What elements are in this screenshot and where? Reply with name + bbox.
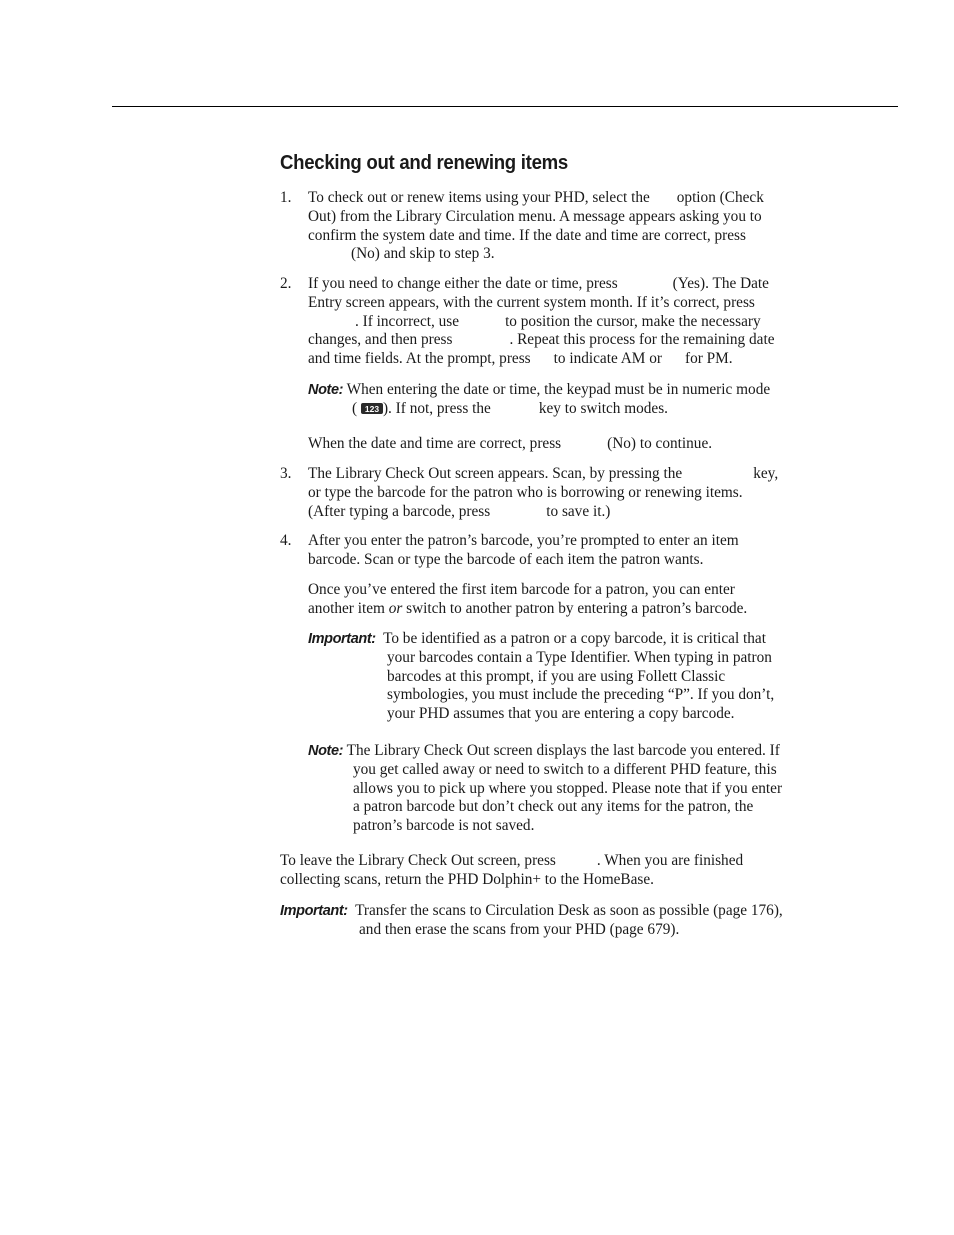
step-4-continue	[308, 581, 838, 619]
leave-line: To leave the Library Check Out screen, press	[280, 852, 556, 869]
step-4-line: After you enter the patron’s barcode, you’re prompted to enter an item	[308, 532, 739, 549]
step-2-continue	[308, 435, 838, 454]
important-1-line: barcodes at this prompt, if you are using Follett Classic	[387, 667, 726, 685]
step-1-text	[308, 189, 838, 264]
step-3-line: to save it.)	[546, 502, 611, 520]
step-1-line: Out) from the Library Circulation menu. A message appears asking you to	[308, 207, 762, 225]
important-label: Important:	[280, 903, 348, 919]
important-2-line: and then erase the scans from your PHD (page 679).	[359, 920, 680, 938]
step-3-number: 3.	[280, 465, 292, 482]
note-2-line: a patron barcode but don’t check out any items for the patron, the	[353, 798, 754, 816]
step-2-number: 2.	[280, 275, 292, 292]
step-1-line: option (Check	[676, 189, 764, 206]
note-2-line: patron’s barcode is not saved.	[353, 817, 535, 835]
note-2	[308, 742, 848, 836]
note-2-line: you get called away or need to switch to a different PHD feature, this	[353, 760, 777, 778]
step-3-line: key,	[753, 465, 779, 482]
important-label: Important:	[308, 631, 376, 647]
step-2-line: If you need to change either the date or time, press	[308, 275, 618, 292]
step-2-line: (Yes). The Date	[672, 275, 769, 292]
important-1-line: your PHD assumes that you are entering a copy barcode.	[387, 705, 735, 723]
emphasis-or: or	[388, 599, 403, 617]
step-2-line: and time fields. At the prompt, press	[308, 350, 531, 368]
section-heading: Checking out and renewing items	[280, 152, 568, 174]
step-4-continue-line: switch to another patron by entering a patron’s barcode.	[406, 599, 748, 617]
step-4-number: 4.	[280, 532, 292, 549]
step-4-continue-line: another item	[308, 599, 385, 617]
step-2-line: . If incorrect, use	[355, 312, 460, 330]
svg-text:123: 123	[364, 403, 380, 413]
step-2-line: to indicate AM or	[553, 350, 662, 368]
step-2-continue-text: When the date and time are correct, press	[308, 435, 562, 452]
step-2-continue-text: (No) to continue.	[607, 435, 713, 452]
important-1-line: your barcodes contain a Type Identifier. When typing in patron	[387, 648, 772, 666]
step-1-line: (No) and skip to step 3.	[351, 245, 495, 263]
important-1	[308, 630, 848, 724]
important-1-line: To be identified as a patron or a copy barcode, it is critical that	[383, 630, 766, 647]
step-2-line: Entry screen appears, with the current system month. If it’s correct, press	[308, 293, 755, 311]
step-2-line: . Repeat this process for the remaining date	[509, 331, 775, 349]
important-1-line: symbologies, you must include the preceding “P”. If you don’t,	[387, 686, 775, 704]
important-2-line: Transfer the scans to Circulation Desk as soon as possible (page 176),	[355, 902, 783, 919]
important-2	[280, 902, 850, 940]
step-1-line: To check out or renew items using your PHD, select the	[308, 189, 650, 206]
step-3-line: (After typing a barcode, press	[308, 502, 491, 520]
step-3-line: or type the barcode for the patron who is borrowing or renewing items.	[308, 483, 743, 501]
note-1-line: (	[352, 399, 358, 417]
note-2-line: allows you to pick up where you stopped. Please note that if you enter	[353, 779, 783, 797]
note-1	[308, 381, 848, 419]
step-2-line: changes, and then press	[308, 331, 453, 349]
step-2-line: to position the cursor, make the necessary	[505, 312, 761, 330]
leave-paragraph	[280, 852, 840, 890]
header-rule	[112, 106, 898, 107]
step-4-text	[308, 532, 838, 570]
note-1-line: ). If not, press the	[382, 399, 491, 417]
note-label: Note:	[308, 743, 344, 759]
step-3-text	[308, 465, 838, 521]
note-1-line: key to switch modes.	[538, 399, 669, 417]
step-3-line: The Library Check Out screen appears. Scan, by pressing the	[308, 465, 683, 482]
step-2-text	[308, 275, 838, 369]
numeric-mode-icon	[361, 403, 383, 414]
note-1-line: When entering the date or time, the keypad must be in numeric mode	[346, 381, 771, 398]
note-label: Note:	[308, 382, 344, 398]
step-2-line: for PM.	[684, 350, 733, 368]
step-4-continue-line: Once you’ve entered the first item barcode for a patron, you can enter	[308, 581, 735, 598]
leave-line: . When you are finished	[596, 852, 744, 869]
note-2-line: The Library Check Out screen displays the last barcode you entered. If	[346, 742, 780, 759]
step-1-line: confirm the system date and time. If the date and time are correct, press	[308, 226, 746, 244]
step-4-line: barcode. Scan or type the barcode of each item the patron wants.	[308, 550, 704, 568]
step-1-number: 1.	[280, 189, 292, 206]
leave-line: collecting scans, return the PHD Dolphin+ to the HomeBase.	[280, 870, 654, 888]
